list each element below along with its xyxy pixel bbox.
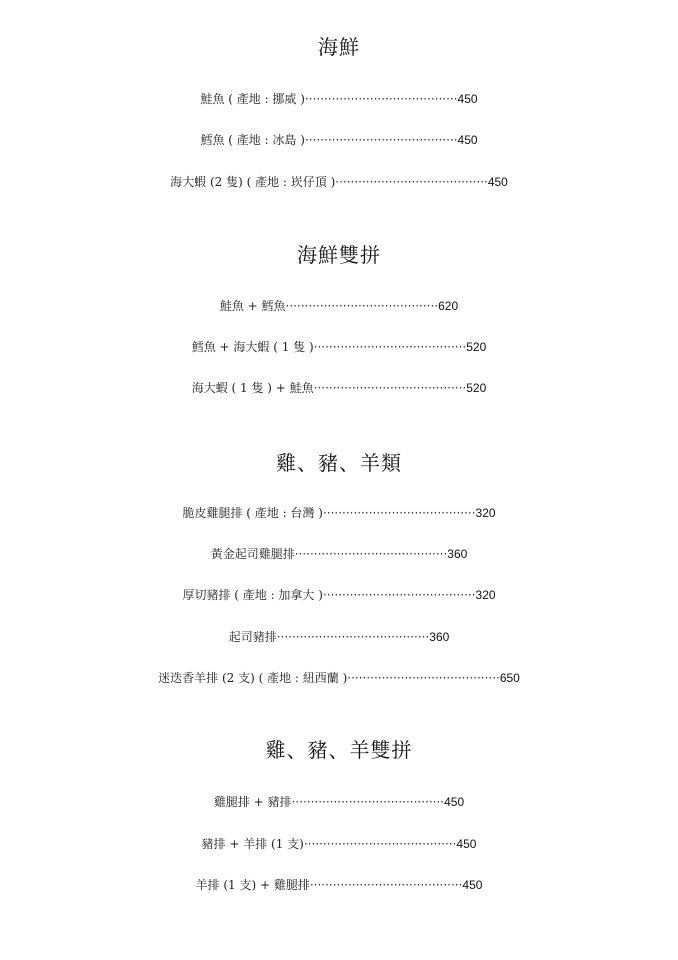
section-title-seafood: 海鮮 [318,35,360,59]
item-price: 450 [487,175,508,189]
item-name: 迷迭香羊排 (2 支) ( 產地 : 紐西蘭 ) [158,671,348,685]
item-price: 450 [444,795,465,809]
menu-item [0,670,678,686]
dot-leader: ········································ [294,547,448,561]
section-title-seafood-combo: 海鮮雙拼 [297,243,381,267]
section-title-meat: 雞、豬、羊類 [276,451,402,475]
menu-item [0,132,678,148]
dot-leader: ········································ [322,506,476,520]
item-name: 海大蝦 (2 隻) ( 產地 : 崁仔頂 ) [170,175,336,189]
section-title-meat-combo: 雞、豬、羊雙拼 [265,738,413,762]
item-price: 650 [499,671,520,685]
item-name: 羊排 (1 支) + 雞腿排 [195,878,310,892]
item-name: 起司豬排 [228,630,277,644]
item-name: 厚切豬排 ( 產地 : 加拿大 ) [182,588,323,602]
item-price: 360 [447,547,468,561]
item-price: 450 [462,878,483,892]
dot-leader: ········································ [304,92,458,106]
item-price: 320 [475,506,496,520]
item-name: 脆皮雞腿排 ( 產地 : 台灣 ) [182,506,323,520]
item-price: 520 [466,340,487,354]
item-name: 黃金起司雞腿排 [210,547,295,561]
menu-item [0,836,678,852]
menu-item [0,91,678,107]
item-price: 450 [456,837,477,851]
item-name: 鮭魚 + 鱈魚 [219,299,286,313]
item-price: 360 [429,630,450,644]
dot-leader: ········································ [291,795,445,809]
item-name: 鱈魚 ( 產地 : 冰島 ) [200,133,305,147]
menu-item [0,587,678,603]
item-price: 320 [475,588,496,602]
item-price: 520 [466,381,487,395]
dot-leader: ········································ [303,837,457,851]
item-name: 鱈魚 + 海大蝦 ( 1 隻 ) [191,340,314,354]
dot-leader: ········································ [347,671,500,685]
menu-item [0,380,678,396]
menu-item [0,546,678,562]
item-price: 450 [457,133,478,147]
item-price: 620 [438,299,459,313]
menu-item [0,505,678,521]
menu-item [0,174,678,190]
item-price: 450 [457,92,478,106]
dot-leader: ········································ [313,340,467,354]
item-name: 雞腿排 + 豬排 [213,795,292,809]
menu-item [0,298,678,314]
menu-item [0,794,678,810]
menu-item [0,629,678,645]
item-name: 豬排 + 羊排 (1 支) [201,837,304,851]
dot-leader: ········································ [285,299,439,313]
dot-leader: ········································ [322,588,476,602]
dot-leader: ········································ [335,175,488,189]
menu-item [0,339,678,355]
dot-leader: ········································ [276,630,430,644]
menu-item [0,877,678,893]
item-name: 鮭魚 ( 產地 : 挪威 ) [200,92,305,106]
dot-leader: ········································ [304,133,458,147]
dot-leader: ········································ [313,381,467,395]
dot-leader: ········································ [309,878,463,892]
item-name: 海大蝦 ( 1 隻 ) + 鮭魚 [191,381,314,395]
